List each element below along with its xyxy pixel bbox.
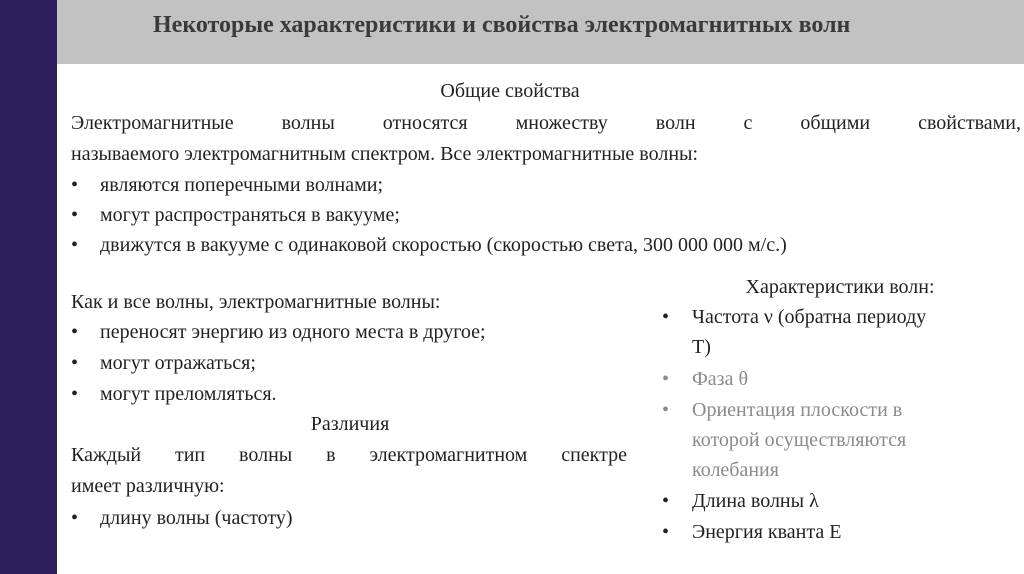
bullet-icon: • (662, 399, 670, 421)
bullet-icon: • (71, 204, 79, 226)
bullet-icon: • (71, 507, 79, 529)
general-intro-line1: Электромагнитные волны относятся множеству волн с общими свойствами, (71, 112, 1021, 134)
bullet-icon: • (662, 490, 670, 512)
slide-title: Некоторые характеристики и свойства электромагнитных волн (153, 12, 851, 38)
bullet-icon: • (71, 174, 79, 196)
char-item-orientation: Ориентация плоскости в (692, 399, 903, 421)
char-item-quantum-energy: Энергия кванта E (692, 521, 842, 543)
char-item-phase: Фаза θ (692, 368, 749, 390)
like-all-bullet-1: переносят энергию из одного места в другое; (100, 321, 486, 343)
bullet-icon: • (662, 521, 670, 543)
char-item-orientation-cont1: которой осуществляются (692, 429, 907, 451)
general-bullet-2: могут распространяться в вакууме; (100, 204, 400, 226)
title-bar (57, 0, 1024, 64)
general-bullet-3: движутся в вакууме с одинаковой скоростью (скоростью света, 300 000 000 м/с.) (100, 234, 787, 256)
bullet-icon: • (71, 321, 79, 343)
char-item-orientation-cont2: колебания (692, 459, 779, 481)
bullet-icon: • (71, 234, 79, 256)
like-all-bullet-3: могут преломляться. (100, 383, 277, 405)
char-item-frequency-cont: T) (692, 336, 711, 358)
char-item-frequency: Частота ν (обратна периоду (692, 306, 927, 328)
bullet-icon: • (662, 368, 670, 390)
general-heading: Общие свойства (440, 80, 580, 102)
general-bullet-1: являются поперечными волнами; (100, 174, 384, 196)
left-accent-band (0, 0, 57, 574)
bullet-icon: • (71, 352, 79, 374)
differences-text-line2: имеет различную: (71, 475, 225, 497)
differences-heading: Различия (310, 413, 390, 435)
general-intro-line2: называемого электромагнитным спектром. Все электромагнитные волны: (71, 143, 699, 165)
bullet-icon: • (662, 306, 670, 328)
differences-bullet-1: длину волны (частоту) (100, 507, 293, 529)
characteristics-heading: Характеристики волн: (745, 276, 935, 298)
like-all-intro: Как и все волны, электромагнитные волны: (71, 291, 441, 313)
like-all-bullet-2: могут отражаться; (100, 352, 256, 374)
differences-text-line1: Каждый тип волны в электромагнитном спектре (71, 444, 627, 466)
char-item-wavelength: Длина волны λ (692, 490, 819, 512)
bullet-icon: • (71, 383, 79, 405)
